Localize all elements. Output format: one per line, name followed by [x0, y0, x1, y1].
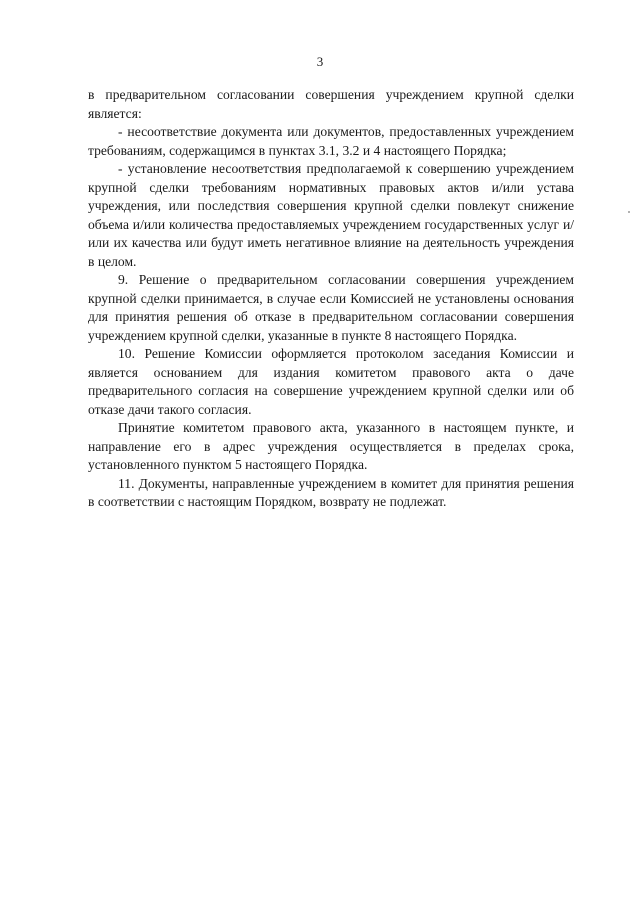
paragraph-item-9: 9. Решение о предварительном согласовании совершения учреждением крупной сделки принимается, в случае если Комиссией не установлены основания для принятия решения об отказе в предварительном согласовании совершения учреждением крупной сделки, указанные в пункте 8 настоящего Порядка. — [88, 272, 574, 343]
paragraph-item-11: 11. Документы, направленные учреждением в комитет для принятия решения в соответствии с настоящим Порядком, возврату не подлежат. — [88, 475, 574, 509]
scan-speck — [628, 211, 630, 213]
paragraph-bullet-documents: - несоответствие документа или документов, предоставленных учреждением требованиям, содержащимся в пунктах 3.1, 3.2 и 4 настоящего Порядка; — [88, 124, 574, 158]
paragraph-item-10-continuation: Принятие комитетом правового акта, указанного в настоящем пункте, и направление его в адрес учреждения осуществляется в пределах срока, установленного пунктом 5 настоящего Порядка. — [88, 420, 574, 472]
document-body — [88, 86, 574, 512]
paragraph-bullet-inconsistency: - установление несоответствия предполагаемой к совершению учреждением крупной сделки требованиям нормативных правовых актов и/или устава учреждения, или последствия совершения крупной сделки повлекут снижение объема и/или количества предоставляемых учреждением государственных услуг и/или их качества или будут иметь негативное влияние на деятельность учреждения в целом. — [88, 161, 574, 269]
paragraph-item-10: 10. Решение Комиссии оформляется протоколом заседания Комиссии и является основанием для издания комитетом правового акта о даче предварительного согласия на совершение учреждением крупной сделки или об отказе дачи такого согласия. — [88, 346, 574, 417]
paragraph-continuation: в предварительном согласовании совершения учреждением крупной сделки является: — [88, 87, 574, 121]
page-number: 3 — [316, 54, 324, 69]
